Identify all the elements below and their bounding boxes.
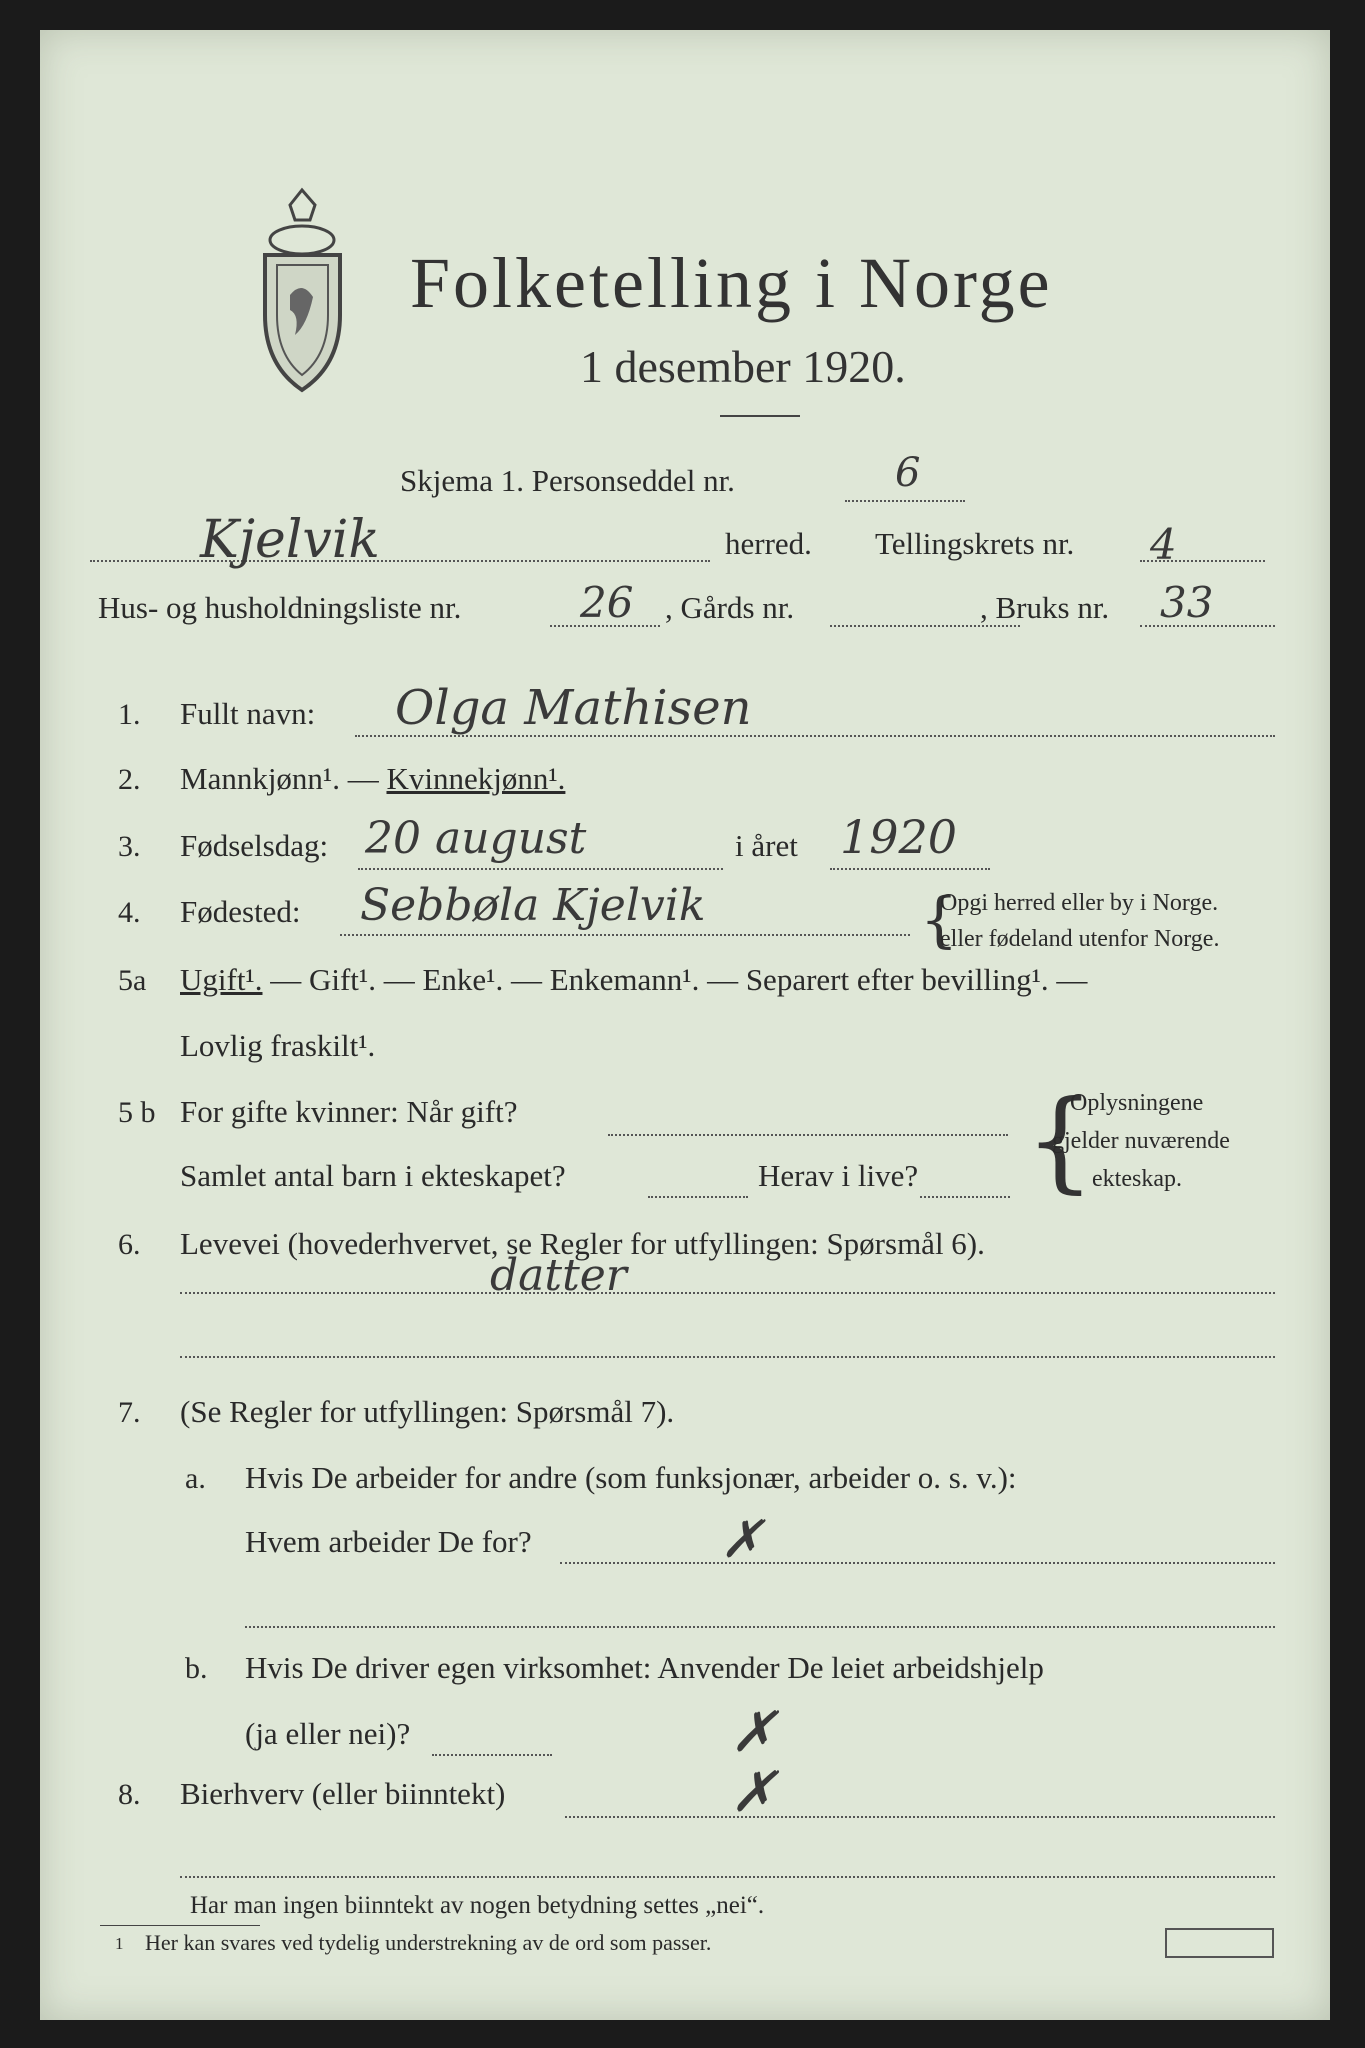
q1-number: 1. — [118, 698, 141, 731]
person-nr-line — [845, 500, 965, 502]
printer-stamp — [1165, 1928, 1274, 1958]
q5b-note1: Oplysningene — [1070, 1090, 1204, 1116]
census-date: 1 desember 1920. — [580, 341, 906, 392]
q7-label: (Se Regler for utfyllingen: Spørsmål 7). — [180, 1394, 675, 1429]
q5a-number: 5a — [118, 964, 147, 997]
q5b-alive-label: Herav i live? — [758, 1158, 919, 1193]
q3-line — [358, 868, 723, 870]
krets-label: Tellingskrets nr. — [875, 526, 1075, 561]
coat-of-arms-icon — [255, 185, 350, 395]
q8-number: 8. — [118, 1778, 141, 1811]
q6-label: Levevei (hovederhvervet, se Regler for utfyllingen: Spørsmål 6). — [180, 1226, 985, 1261]
q3-value: 20 august — [365, 813, 587, 864]
q5a-ugift-option: Ugift¹. — [180, 962, 263, 997]
q5b-married-line — [608, 1134, 1008, 1136]
q4-note-line1: Opgi herred eller by i Norge. — [940, 890, 1219, 916]
q3-year-label: i året — [735, 828, 798, 863]
q2-male-option: Mannkjønn¹. — — [180, 761, 387, 796]
q7-number: 7. — [118, 1396, 141, 1429]
q8-label: Bierhverv (eller biinntekt) — [180, 1776, 506, 1811]
q5b-note3: ekteskap. — [1092, 1166, 1182, 1192]
herred-value: Kjelvik — [200, 510, 380, 570]
q8-line2 — [180, 1876, 1275, 1878]
q7b-line — [432, 1754, 552, 1756]
q4-brace: { — [920, 885, 959, 955]
q5b-label: For gifte kvinner: Når gift? — [180, 1094, 518, 1129]
hus-value: 26 — [580, 578, 634, 627]
q5b-children-label: Samlet antal barn i ekteskapet? — [180, 1158, 566, 1193]
gards-label: , Gårds nr. — [665, 590, 795, 625]
q5b-number: 5 b — [118, 1096, 156, 1129]
q6-number: 6. — [118, 1228, 141, 1261]
schema-label: Skjema 1. Personseddel nr. — [400, 463, 735, 498]
q2-number: 2. — [118, 763, 141, 796]
q5a-line2: Lovlig fraskilt¹. — [180, 1028, 376, 1063]
q5b-brace: { — [1025, 1076, 1095, 1204]
q3-number: 3. — [118, 830, 141, 863]
footnote-divider — [100, 1925, 260, 1926]
q7a-label: Hvis De arbeider for andre (som funksjonær, arbeider o. s. v.): — [245, 1460, 1017, 1495]
krets-value: 4 — [1150, 520, 1177, 569]
q2-female-option: Kvinnekjønn¹. — [386, 761, 566, 796]
footnote-mark: 1 — [115, 1934, 124, 1953]
q7b-label: Hvis De driver egen virksomhet: Anvender De leiet arbeidshjelp — [245, 1650, 1044, 1685]
q2-label — [180, 761, 565, 797]
herred-line — [90, 560, 710, 562]
bruks-label: , Bruks nr. — [980, 590, 1110, 625]
biinntekt-note: Har man ingen biinntekt av nogen betydning settes „nei“. — [190, 1892, 765, 1919]
q6-value: datter — [490, 1250, 627, 1301]
q5b-alive-line — [920, 1196, 1010, 1198]
census-form-sheet — [40, 30, 1330, 2020]
q1-label: Fullt navn: — [180, 696, 316, 731]
q5b-note2: gjelder nuværende — [1052, 1128, 1230, 1154]
q6-line1 — [180, 1292, 1275, 1294]
q7b-value: ✗ — [730, 1700, 777, 1765]
q4-line — [340, 934, 910, 936]
q4-value: Sebbøla Kjelvik — [360, 880, 706, 931]
title-divider — [720, 415, 800, 417]
q5a-other-options: — Gift¹. — Enke¹. — Enkemann¹. — Separert efter bevilling¹. — — [262, 962, 1088, 997]
hus-label: Hus- og husholdningsliste nr. — [98, 590, 462, 625]
q3-label: Fødselsdag: — [180, 828, 329, 863]
q7a-line1 — [560, 1562, 1275, 1564]
q7a-line2 — [245, 1626, 1275, 1628]
q7b-letter: b. — [185, 1652, 208, 1685]
q5a-options — [180, 962, 1087, 998]
q7a-line2-label: Hvem arbeider De for? — [245, 1524, 532, 1559]
q7b-line2-label: (ja eller nei)? — [245, 1716, 411, 1751]
person-nr-value: 6 — [895, 450, 921, 496]
footnote-text: Her kan svares ved tydelig understrekning av de ord som passer. — [145, 1930, 712, 1955]
herred-label: herred. — [725, 526, 812, 561]
q3-year-line — [830, 868, 990, 870]
q4-number: 4. — [118, 896, 141, 929]
q8-line1 — [565, 1816, 1275, 1818]
q5b-children-line — [648, 1196, 748, 1198]
q1-value: Olga Mathisen — [395, 680, 752, 736]
q7a-letter: a. — [185, 1462, 206, 1495]
q4-label: Fødested: — [180, 894, 301, 929]
q8-value: ✗ — [730, 1760, 777, 1825]
bruks-value: 33 — [1160, 578, 1214, 627]
form-title: Folketelling i Norge — [410, 243, 1053, 323]
q7a-value: ✗ — [720, 1510, 764, 1570]
q6-line2 — [180, 1356, 1275, 1358]
q3-year-value: 1920 — [840, 810, 958, 864]
q4-note-line2: eller fødeland utenfor Norge. — [940, 926, 1220, 952]
